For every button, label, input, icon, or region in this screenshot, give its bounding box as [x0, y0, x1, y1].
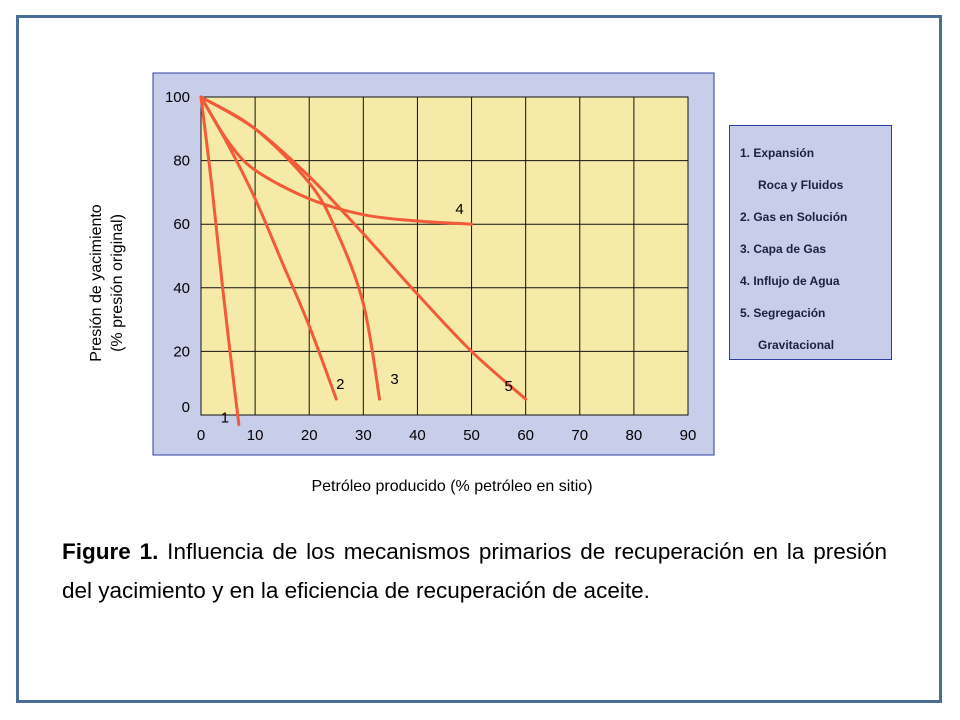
y-tick-label: 80 [173, 152, 190, 170]
legend-item-1: 1. Expansión [740, 146, 815, 160]
legend-item-4: 4. Influjo de Agua [740, 274, 840, 288]
figure-caption [62, 532, 887, 610]
y-axis-title-line1: Presión de yacimiento [88, 204, 105, 362]
x-tick-label: 90 [679, 427, 697, 444]
y-tick-label: 40 [173, 279, 190, 297]
legend-item-1-cont: Roca y Fluidos [758, 178, 844, 192]
curve-label-5: 5 [504, 378, 513, 396]
x-tick-label: 40 [409, 427, 426, 444]
caption-label: Figure 1. [62, 539, 159, 564]
legend-item-3: 3. Capa de Gas [740, 242, 827, 256]
x-tick-label: 80 [625, 427, 643, 444]
curve-label-1: 1 [220, 409, 230, 427]
x-tick-label: 70 [571, 427, 589, 444]
y-tick-label: 100 [164, 89, 190, 106]
curve-label-2: 2 [336, 376, 345, 394]
x-axis-title: Petróleo producido (% petróleo en sitio) [311, 478, 593, 495]
legend-item-5: 5. Segregación [740, 306, 826, 320]
x-tick-label: 10 [246, 427, 264, 444]
x-tick-label: 0 [196, 427, 206, 444]
caption-text: Influencia de los mecanismos primarios de recuperación en la presión del yacimiento y en la eficiencia de recuperación de aceite. [62, 539, 887, 603]
x-tick-label: 50 [463, 427, 480, 444]
curve-label-4: 4 [455, 201, 464, 219]
y-tick-label: 0 [181, 399, 190, 416]
legend-item-2: 2. Gas en Solución [740, 210, 848, 224]
legend-item-5-cont: Gravitacional [758, 338, 835, 352]
y-tick-label: 20 [173, 343, 190, 361]
x-tick-label: 60 [517, 427, 535, 444]
x-tick-label: 30 [354, 427, 372, 444]
y-tick-label: 60 [173, 216, 190, 234]
legend [729, 125, 892, 360]
y-axis-title-line2: (% presión original) [109, 214, 126, 352]
x-tick-label: 20 [300, 427, 318, 444]
curve-label-3: 3 [390, 371, 399, 389]
